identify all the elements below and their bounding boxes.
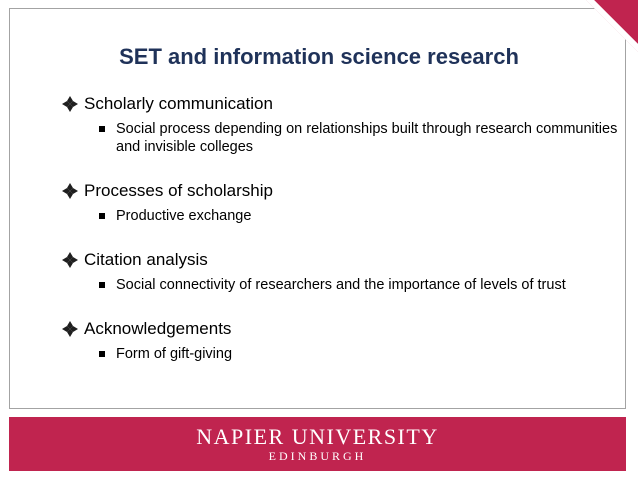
slide-content bbox=[62, 93, 622, 363]
square-bullet-icon bbox=[99, 351, 105, 357]
university-city: EDINBURGH bbox=[268, 449, 367, 463]
university-name: NAPIER UNIVERSITY bbox=[196, 424, 439, 449]
section-heading: Citation analysis bbox=[84, 250, 208, 269]
diamond-bullet-icon bbox=[62, 96, 78, 112]
section-citation-analysis bbox=[62, 249, 622, 294]
section-heading: Processes of scholarship bbox=[84, 181, 273, 200]
slide-title: SET and information science research bbox=[119, 44, 519, 69]
diamond-bullet-icon bbox=[62, 252, 78, 268]
section-processes-of-scholarship bbox=[62, 180, 622, 225]
section-point: Social connectivity of researchers and the importance of levels of trust bbox=[116, 277, 566, 293]
square-bullet-icon bbox=[99, 213, 105, 219]
square-bullet-icon bbox=[99, 282, 105, 288]
diamond-bullet-icon bbox=[62, 183, 78, 199]
section-scholarly-communication bbox=[62, 93, 622, 156]
diamond-bullet-icon bbox=[62, 321, 78, 337]
section-point: Productive exchange bbox=[116, 208, 252, 224]
university-footer bbox=[9, 417, 626, 471]
square-bullet-icon bbox=[99, 126, 105, 132]
section-heading: Scholarly communication bbox=[84, 94, 273, 113]
section-acknowledgements bbox=[62, 318, 622, 363]
section-point: Form of gift-giving bbox=[116, 346, 233, 362]
section-point: Social process depending on relationships built through research communities and invisible colleges bbox=[116, 121, 618, 155]
section-heading: Acknowledgements bbox=[84, 319, 232, 338]
